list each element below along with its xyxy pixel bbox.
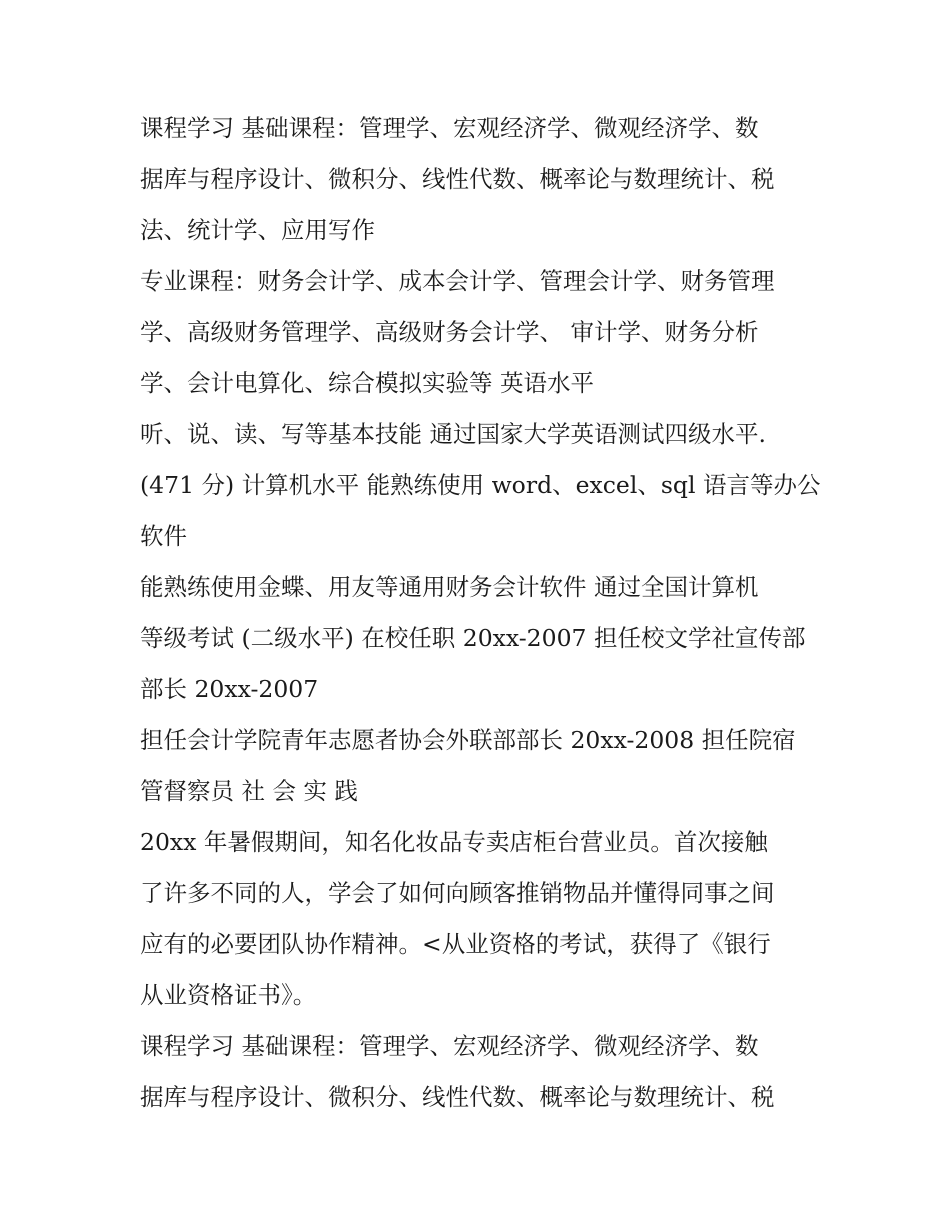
text-line: 了许多不同的人，学会了如何向顾客推销物品并懂得同事之间	[140, 879, 775, 907]
text-line: 听、说、读、写等基本技能 通过国家大学英语测试四级水平.	[140, 420, 766, 448]
text-line: 软件	[140, 522, 187, 550]
text-line: 法、统计学、应用写作	[140, 216, 375, 244]
text-line: 管督察员 社 会 实 践	[140, 777, 358, 805]
text-line: 能熟练使用金蝶、用友等通用财务会计软件 通过全国计算机	[140, 573, 759, 601]
text-line: 20xx 年暑假期间，知名化妆品专卖店柜台营业员。首次接触	[140, 828, 768, 856]
text-line: 学、高级财务管理学、高级财务会计学、 审计学、财务分析	[140, 318, 759, 346]
text-line: 据库与程序设计、微积分、线性代数、概率论与数理统计、税	[140, 1083, 775, 1111]
text-line: 从业资格证书》。	[140, 981, 317, 1009]
text-line: 担任会计学院青年志愿者协会外联部部长 20xx-2008 担任院宿	[140, 726, 796, 754]
text-line: 应有的必要团队协作精神。<从业资格的考试，获得了《银行	[140, 930, 771, 958]
text-line: 部长 20xx-2007	[140, 675, 319, 703]
text-line: 学、会计电算化、综合模拟实验等 英语水平	[140, 369, 594, 397]
text-line: 据库与程序设计、微积分、线性代数、概率论与数理统计、税	[140, 165, 775, 193]
text-line: 等级考试 (二级水平) 在校任职 20xx-2007 担任校文学社宣传部	[140, 624, 806, 652]
text-line: (471 分) 计算机水平 能熟练使用 word、excel、sql 语言等办公	[140, 471, 821, 499]
text-line: 专业课程：财务会计学、成本会计学、管理会计学、财务管理	[140, 267, 775, 295]
document-page	[140, 103, 820, 1123]
text-line: 课程学习 基础课程：管理学、宏观经济学、微观经济学、数	[140, 1032, 759, 1060]
text-line: 课程学习 基础课程：管理学、宏观经济学、微观经济学、数	[140, 114, 759, 142]
